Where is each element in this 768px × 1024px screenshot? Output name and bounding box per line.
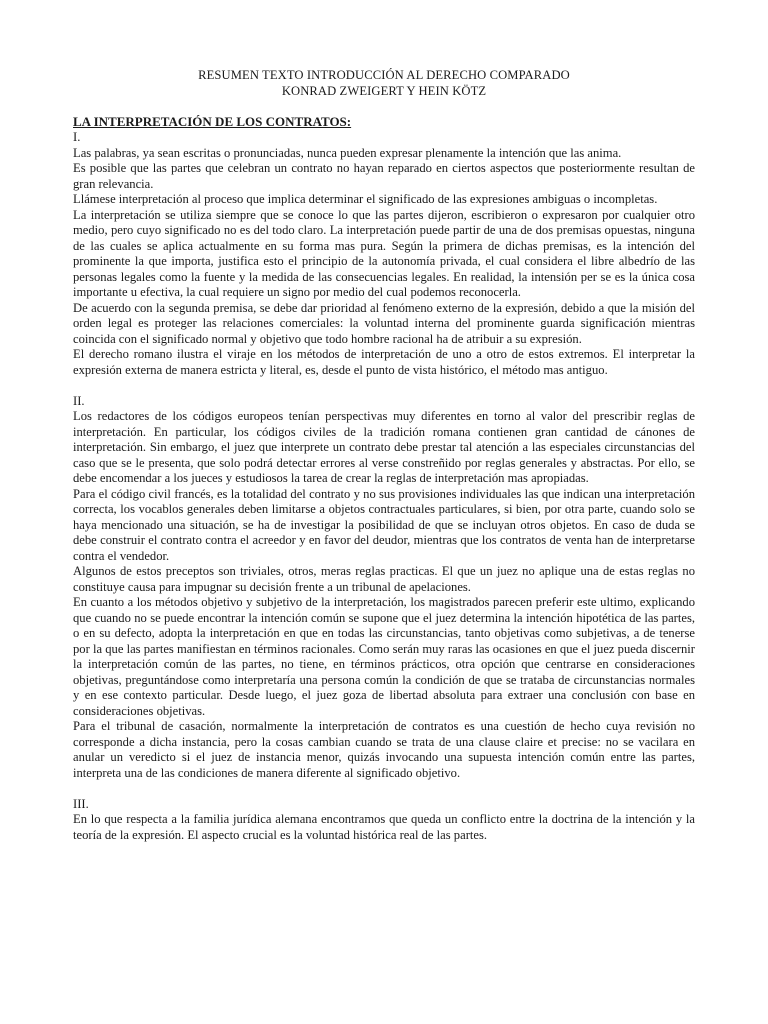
- paragraph: Las palabras, ya sean escritas o pronunciadas, nunca pueden expresar plenamente la intención que las anima.: [73, 145, 622, 160]
- paragraph: Para el código civil francés, es la totalidad del contrato y no sus provisiones individuales las que indican una interpretación correcta, los vocablos generales deben limitarse a objetos contractuales particulares, si bien, por otra parte, cuando solo se haya mencionado una situación, se ha de investigar la posibilidad de que se incluyan otros objetos. En caso de duda se debe construir el contrato contra el acreedor y en favor del deudor, mientras que los contratos de venta han de interpretarse contra el vendedor.: [73, 486, 695, 563]
- paragraph: En cuanto a los métodos objetivo y subjetivo de la interpretación, los magistrados parecen preferir este ultimo, explicando que cuando no se puede encontrar la intención común se supone que el juez determina la intención hipotética de las partes, o en su defecto, adopta la interpretación en que en todas las circunstancias, tanto objetivas como subjetivas, a de tenerse por la que las partes manifiestan en términos racionales. Como serán muy raras las ocasiones en que el juez pueda discernir la interpretación común de las partes, no tiene, en términos prácticos, otra opción que centrarse en consideraciones objetivas, preguntándose como interpretaría una persona común la condición de que se trataba de circunstancias normales y en ese contexto particular. Desde luego, el juez goza de libertad absoluta para extraer una conclusión con base en consideraciones objetivas.: [73, 595, 695, 718]
- paragraph: Para el tribunal de casación, normalmente la interpretación de contratos es una cuestión de hecho cuya revisión no corresponde a dicha instancia, pero la cosas cambian cuando se trata de una clause claire et precise: no se vacilara en anular un veredicto si el juez de instancia menor, quizás invocando una supuesta intención común entre las partes, interpreta una de las condiciones de manera diferente al significado objetivo.: [73, 719, 695, 780]
- paragraph: Algunos de estos preceptos son triviales, otros, meras reglas practicas. El que un juez no aplique una de estas reglas no constituye causa para impugnar su decisión frente a un tribunal de apelaciones.: [73, 564, 695, 594]
- paragraph: El derecho romano ilustra el viraje en los métodos de interpretación de uno a otro de estos extremos. El interpretar la expresión externa de manera estricta y literal, es, desde el punto de vista histórico, el método mas antiguo.: [73, 347, 695, 377]
- paragraph: Es posible que las partes que celebran un contrato no hayan reparado en ciertos aspectos que posteriormente resultan de gran relevancia.: [73, 161, 695, 191]
- document-header: [0, 68, 768, 99]
- part-numeral-3: III.: [73, 796, 89, 811]
- paragraph: La interpretación se utiliza siempre que se conoce lo que las partes dijeron, escribieron o expresaron por cualquier otro medio, pero cuyo significado no es del todo claro. La interpretación puede partir de una de dos premisas opuestas, ninguna de las cuales se aplica actualmente en su forma mas pura. Según la primera de dichas premisas, es la intención del prominente la que importa, justifica esto el principio de la autonomía privada, el cual considera el libre albedrío de las personas legales como la fuente y la medida de las consecuencias legales. En realidad, la intensión per se es la única cosa importante u efectiva, la cual requiere un signo por medio del cual podemos reconocerla.: [73, 207, 695, 299]
- document-body: [73, 114, 695, 843]
- part-numeral-1: I.: [73, 130, 81, 144]
- document-title: RESUMEN TEXTO INTRODUCCIÓN AL DERECHO COMPARADO: [198, 68, 570, 82]
- blank-line: [73, 378, 695, 394]
- paragraph: Los redactores de los códigos europeos tenían perspectivas muy diferentes en torno al valor del prescribir reglas de interpretación. En particular, los códigos civiles de la tradición romana contienen gran cantidad de cánones de interpretación. Sin embargo, el juez que interprete un contrato debe prestar tal atención a las especiales circunstancias del caso que se le presenta, que solo podrá detectar errores al verse constreñido por reglas generales y abstractas. Por ello, se debe encomendar a los jueces y estudiosos la tarea de crear la reglas de interpretación mas apropiadas.: [73, 409, 695, 485]
- document-authors: KONRAD ZWEIGERT Y HEIN KÖTZ: [281, 83, 487, 98]
- blank-line: [73, 781, 695, 797]
- part-numeral-2: II.: [73, 393, 85, 408]
- paragraph: De acuerdo con la segunda premisa, se debe dar prioridad al fenómeno externo de la expresión, debido a que la misión del orden legal es proteger las relaciones comerciales: la voluntad interna del prominente guarda significación mientras coincida con el significado normal y objetivo que todo hombre racional ha de atribuir a su expresión.: [73, 300, 695, 346]
- paragraph: En lo que respecta a la familia jurídica alemana encontramos que queda un conflicto entre la doctrina de la intención y la teoría de la expresión. El aspecto crucial es la voluntad histórica real de las partes.: [73, 812, 695, 842]
- paragraph: Llámese interpretación al proceso que implica determinar el significado de las expresiones ambiguas o incompletas.: [73, 192, 658, 206]
- section-title: LA INTERPRETACIÓN DE LOS CONTRATOS:: [73, 114, 352, 129]
